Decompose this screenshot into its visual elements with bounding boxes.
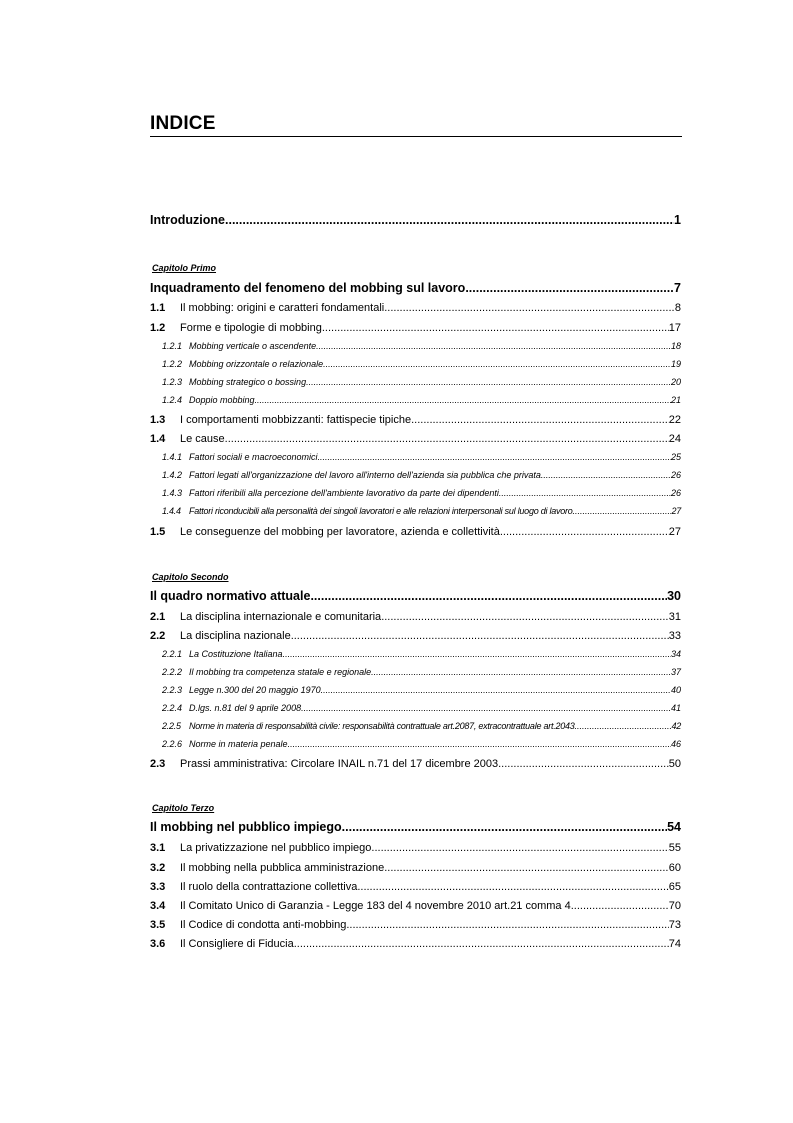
entry-page: 19 (670, 359, 681, 369)
leader-dots (411, 414, 669, 426)
leader-dots (572, 506, 671, 516)
toc-entry[interactable] (150, 900, 681, 912)
leader-dots (310, 589, 667, 603)
leader-dots (342, 820, 667, 834)
entry-page: 55 (668, 842, 681, 854)
entry-label: I comportamenti mobbizzanti: fattispecie tipiche (180, 414, 412, 426)
leader-dots (541, 470, 671, 480)
toc-intro-label: Introduzione (150, 213, 225, 227)
entry-page: 74 (668, 938, 681, 950)
toc-subentry[interactable] (162, 649, 681, 659)
chapter-title: Inquadramento del fenomeno del mobbing sul lavoro (150, 281, 466, 295)
entry-page: 21 (670, 395, 681, 405)
chapter-1-title-row[interactable] (150, 281, 681, 295)
entry-label: Forme e tipologie di mobbing (180, 322, 322, 334)
toc-subentry[interactable] (162, 488, 681, 498)
entry-label: Fattori riconducibili alla personalità dei singoli lavoratori e alle relazioni interpersonali sul luogo di lavoro (189, 506, 573, 516)
entry-number: 1.2.2 (162, 359, 183, 369)
leader-dots (500, 526, 669, 538)
entry-label: Fattori legati all'organizzazione del lavoro all'interno dell'azienda sia pubblica che privata (189, 470, 541, 480)
entry-number: 2.2.2 (162, 667, 183, 677)
leader-dots (384, 302, 675, 314)
leader-dots (291, 630, 669, 642)
toc-intro-page: 1 (674, 213, 681, 227)
toc-intro[interactable] (150, 213, 681, 227)
leader-dots (371, 842, 668, 854)
entry-number: 1.3 (150, 414, 166, 426)
leader-dots (465, 281, 674, 295)
entry-number: 3.5 (150, 919, 166, 931)
leader-dots (346, 919, 668, 931)
chapter-2-title-row[interactable] (150, 589, 681, 603)
leader-dots (255, 395, 671, 405)
toc-subentry[interactable] (162, 739, 681, 749)
entry-number: 1.4.4 (162, 506, 181, 516)
entry-page: 65 (668, 881, 681, 893)
entry-number: 3.3 (150, 881, 166, 893)
entry-page: 42 (671, 721, 681, 731)
leader-dots (574, 721, 671, 731)
toc-entry[interactable] (150, 414, 681, 426)
chapter-page: 7 (674, 281, 681, 295)
leader-dots (225, 213, 674, 227)
toc-subentry[interactable] (162, 721, 681, 731)
entry-number: 2.2 (150, 630, 166, 642)
entry-number: 1.5 (150, 526, 166, 538)
entry-number: 2.2.1 (162, 649, 183, 659)
leader-dots (381, 611, 669, 623)
entry-label: Le conseguenze del mobbing per lavoratore, azienda e collettività (180, 526, 500, 538)
entry-number: 2.1 (150, 611, 166, 623)
entry-number: 1.2.4 (162, 395, 183, 405)
entry-label: Mobbing verticale o ascendente (189, 341, 317, 351)
toc-entry[interactable] (150, 938, 681, 950)
entry-page: 73 (668, 919, 681, 931)
leader-dots (225, 433, 669, 445)
title-underline (150, 136, 682, 137)
entry-label: La Costituzione Italiana (189, 649, 283, 659)
entry-number: 3.2 (150, 862, 166, 874)
entry-page: 70 (668, 900, 681, 912)
toc-subentry[interactable] (162, 452, 681, 462)
entry-label: Le cause (180, 433, 225, 445)
leader-dots (294, 938, 669, 950)
toc-entry[interactable] (150, 758, 681, 770)
entry-page: 18 (670, 341, 681, 351)
entry-page: 26 (670, 470, 681, 480)
entry-page: 34 (670, 649, 681, 659)
entry-number: 1.4 (150, 433, 166, 445)
chapter-1-label: Capitolo Primo (152, 263, 217, 273)
entry-page: 60 (668, 862, 681, 874)
chapter-title: Il mobbing nel pubblico impiego (150, 820, 342, 834)
leader-dots (571, 900, 669, 912)
entry-page: 46 (670, 739, 681, 749)
leader-dots (321, 685, 671, 695)
leader-dots (499, 488, 671, 498)
toc-entry[interactable] (150, 862, 681, 874)
entry-number: 2.2.5 (162, 721, 181, 731)
entry-page: 20 (670, 377, 681, 387)
leader-dots (301, 703, 671, 713)
entry-page: 22 (668, 414, 681, 426)
entry-page: 37 (670, 667, 681, 677)
toc-subentry[interactable] (162, 470, 681, 480)
chapter-3-label: Capitolo Terzo (152, 803, 215, 813)
entry-number: 1.2.1 (162, 341, 183, 351)
entry-label: Legge n.300 del 20 maggio 1970 (189, 685, 321, 695)
toc-subentry[interactable] (162, 506, 681, 516)
entry-number: 1.2 (150, 322, 166, 334)
entry-number: 2.3 (150, 758, 166, 770)
entry-label: Doppio mobbing (189, 395, 255, 405)
leader-dots (371, 667, 671, 677)
leader-dots (498, 758, 669, 770)
leader-dots (318, 452, 671, 462)
entry-label: Il Codice di condotta anti-mobbing (180, 919, 347, 931)
chapter-title: Il quadro normativo attuale (150, 589, 311, 603)
entry-number: 3.1 (150, 842, 166, 854)
entry-label: Prassi amministrativa: Circolare INAIL n.71 del 17 dicembre 2003 (180, 758, 499, 770)
entry-page: 41 (670, 703, 681, 713)
leader-dots (384, 862, 669, 874)
toc-subentry[interactable] (162, 667, 681, 677)
toc-entry[interactable] (150, 842, 681, 854)
leader-dots (357, 881, 668, 893)
chapter-page: 54 (667, 820, 681, 834)
entry-label: Il mobbing nella pubblica amministrazione (180, 862, 385, 874)
toc-subentry[interactable] (162, 685, 681, 695)
toc-entry[interactable] (150, 630, 681, 642)
entry-page: 31 (668, 611, 681, 623)
toc-subentry[interactable] (162, 703, 681, 713)
entry-label: Il ruolo della contrattazione collettiva (180, 881, 358, 893)
entry-page: 8 (674, 302, 681, 314)
entry-page: 17 (668, 322, 681, 334)
leader-dots (322, 322, 669, 334)
toc-subentry[interactable] (162, 341, 681, 351)
chapter-page: 30 (667, 589, 681, 603)
toc-entry[interactable] (150, 302, 681, 314)
entry-number: 3.6 (150, 938, 166, 950)
entry-label: Il Consigliere di Fiducia (180, 938, 294, 950)
entry-label: La privatizzazione nel pubblico impiego (180, 842, 372, 854)
toc-subentry[interactable] (162, 377, 681, 387)
leader-dots (283, 649, 671, 659)
entry-label: Fattori sociali e macroeconomici (189, 452, 318, 462)
entry-label: Norme in materia penale (189, 739, 288, 749)
entry-page: 26 (670, 488, 681, 498)
leader-dots (323, 359, 671, 369)
entry-label: Mobbing orizzontale o relazionale (189, 359, 324, 369)
toc-entry[interactable] (150, 919, 681, 931)
entry-label: Il mobbing tra competenza statale e regionale (189, 667, 372, 677)
entry-number: 1.4.2 (162, 470, 183, 480)
entry-page: 33 (668, 630, 681, 642)
toc-entry[interactable] (150, 322, 681, 334)
entry-number: 2.2.4 (162, 703, 183, 713)
leader-dots (316, 341, 671, 351)
toc-entry[interactable] (150, 881, 681, 893)
toc-subentry[interactable] (162, 395, 681, 405)
toc-entry[interactable] (150, 611, 681, 623)
chapter-2-label: Capitolo Secondo (152, 572, 229, 582)
page-title: INDICE (150, 113, 216, 134)
entry-page: 40 (670, 685, 681, 695)
toc-entry[interactable] (150, 433, 681, 445)
entry-page: 27 (671, 506, 681, 516)
entry-label: Fattori riferibili alla percezione dell'ambiente lavorativo da parte dei dipendenti (189, 488, 499, 498)
toc-entry[interactable] (150, 526, 681, 538)
entry-page: 50 (668, 758, 681, 770)
entry-label: La disciplina internazionale e comunitaria (180, 611, 382, 623)
entry-page: 25 (670, 452, 681, 462)
entry-number: 1.4.3 (162, 488, 183, 498)
entry-number: 1.2.3 (162, 377, 183, 387)
toc-subentry[interactable] (162, 359, 681, 369)
chapter-3-title-row[interactable] (150, 820, 681, 834)
leader-dots (288, 739, 671, 749)
entry-label: Mobbing strategico o bossing (189, 377, 307, 387)
entry-label: D.lgs. n.81 del 9 aprile 2008 (189, 703, 302, 713)
entry-number: 2.2.6 (162, 739, 183, 749)
entry-label: Il Comitato Unico di Garanzia - Legge 183 del 4 novembre 2010 art.21 comma 4 (180, 900, 571, 912)
entry-number: 2.2.3 (162, 685, 183, 695)
entry-label: Il mobbing: origini e caratteri fondamentali (180, 302, 385, 314)
entry-label: La disciplina nazionale (180, 630, 291, 642)
entry-number: 1.1 (150, 302, 166, 314)
entry-number: 1.4.1 (162, 452, 183, 462)
entry-number: 3.4 (150, 900, 166, 912)
entry-page: 27 (668, 526, 681, 538)
entry-label: Norme in materia di responsabilità civile: responsabilità contrattuale art.2087, extracontrattuale art.2043 (189, 721, 575, 731)
entry-page: 24 (668, 433, 681, 445)
leader-dots (306, 377, 671, 387)
